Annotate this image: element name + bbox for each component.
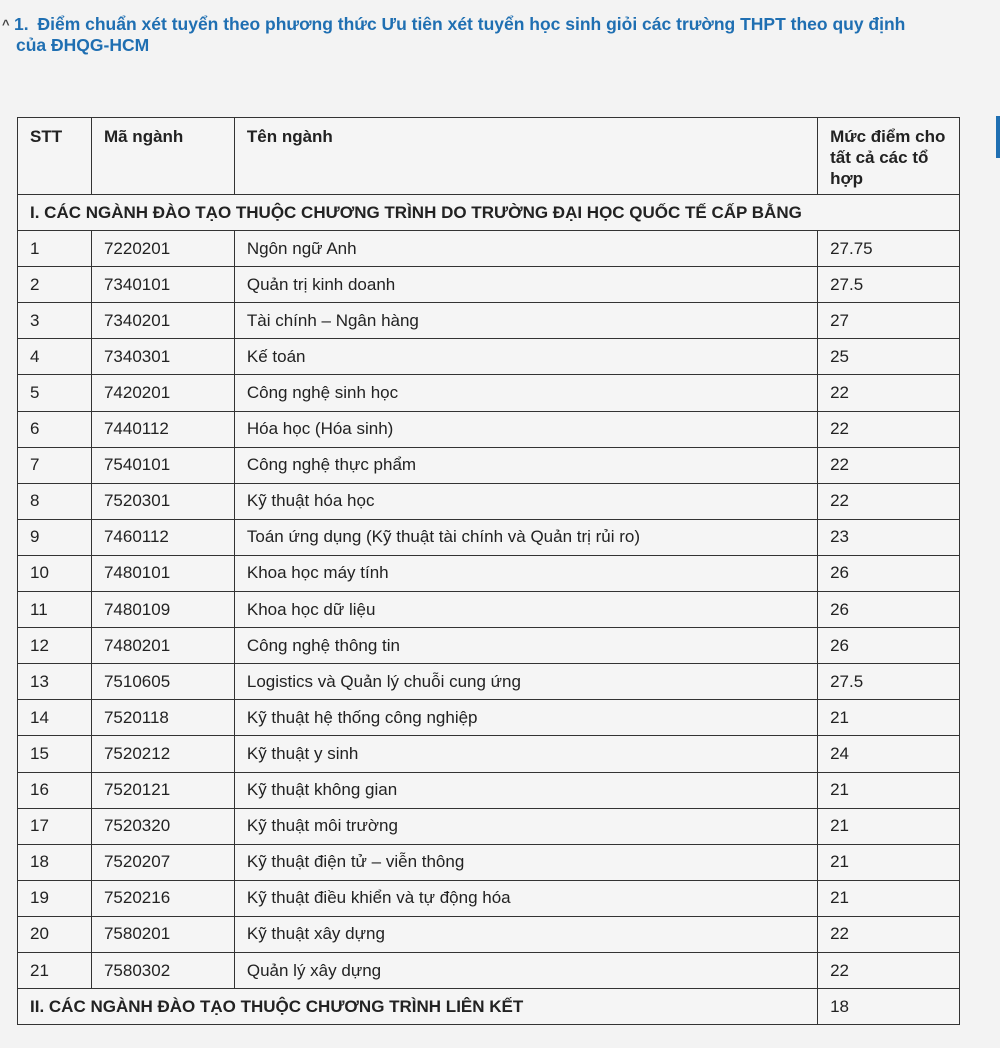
- cell-score: 22: [818, 952, 960, 988]
- cell-major-code: 7520301: [91, 483, 234, 519]
- table-row: [18, 628, 960, 664]
- cell-major-name: Tài chính – Ngân hàng: [234, 303, 817, 339]
- cell-major-name: Kỹ thuật hóa học: [234, 483, 817, 519]
- cell-stt: 21: [18, 952, 92, 988]
- sidebar-accent-bar: [996, 116, 1000, 158]
- cell-score: 22: [818, 483, 960, 519]
- cell-stt: 6: [18, 411, 92, 447]
- cell-major-name: Quản lý xây dựng: [234, 952, 817, 988]
- cell-stt: 10: [18, 555, 92, 591]
- cell-major-code: 7480101: [91, 555, 234, 591]
- cell-major-code: 7340201: [91, 303, 234, 339]
- cell-score: 22: [818, 375, 960, 411]
- table-row: [18, 772, 960, 808]
- cell-stt: 19: [18, 880, 92, 916]
- sidebar-edge: [993, 0, 1000, 1048]
- cell-major-code: 7520320: [91, 808, 234, 844]
- heading-line-1: [0, 14, 960, 35]
- cell-major-name: Khoa học dữ liệu: [234, 592, 817, 628]
- cell-major-code: 7480201: [91, 628, 234, 664]
- section-title-1: I. CÁC NGÀNH ĐÀO TẠO THUỘC CHƯƠNG TRÌNH DO TRƯỜNG ĐẠI HỌC QUỐC TẾ CẤP BẰNG: [18, 195, 960, 231]
- cell-major-name: Kế toán: [234, 339, 817, 375]
- cell-major-name: Logistics và Quản lý chuỗi cung ứng: [234, 664, 817, 700]
- table-row: [18, 267, 960, 303]
- cell-major-code: 7480109: [91, 592, 234, 628]
- table-row: [18, 952, 960, 988]
- cell-score: 27: [818, 303, 960, 339]
- table-row: [18, 916, 960, 952]
- cell-major-code: 7440112: [91, 411, 234, 447]
- cell-major-name: Khoa học máy tính: [234, 555, 817, 591]
- cell-stt: 16: [18, 772, 92, 808]
- cell-score: 26: [818, 555, 960, 591]
- table-header-row: [18, 118, 960, 195]
- cell-major-code: 7540101: [91, 447, 234, 483]
- cell-major-name: Kỹ thuật không gian: [234, 772, 817, 808]
- cell-stt: 20: [18, 916, 92, 952]
- cell-stt: 14: [18, 700, 92, 736]
- cell-major-code: 7220201: [91, 231, 234, 267]
- table-row: [18, 483, 960, 519]
- cell-major-name: Kỹ thuật y sinh: [234, 736, 817, 772]
- cell-stt: 3: [18, 303, 92, 339]
- cell-score: 24: [818, 736, 960, 772]
- cell-major-name: Kỹ thuật điều khiển và tự động hóa: [234, 880, 817, 916]
- header-stt: STT: [18, 118, 92, 195]
- cell-score: 22: [818, 916, 960, 952]
- table-row: [18, 519, 960, 555]
- section-title-2: II. CÁC NGÀNH ĐÀO TẠO THUỘC CHƯƠNG TRÌNH LIÊN KẾT: [18, 989, 818, 1025]
- table-row: [18, 592, 960, 628]
- cell-score: 23: [818, 519, 960, 555]
- cell-score: 21: [818, 700, 960, 736]
- heading-number: 1.: [14, 14, 29, 34]
- table-row: [18, 880, 960, 916]
- cell-stt: 9: [18, 519, 92, 555]
- table-row: [18, 411, 960, 447]
- chevron-up-icon[interactable]: ^: [2, 17, 10, 32]
- cell-score: 21: [818, 772, 960, 808]
- cell-major-code: 7420201: [91, 375, 234, 411]
- table-row: [18, 231, 960, 267]
- cell-major-name: Kỹ thuật môi trường: [234, 808, 817, 844]
- heading-text: Điểm chuẩn xét tuyển theo phương thức Ưu tiên xét tuyển học sinh giỏi các trường THPT theo quy định: [37, 14, 906, 34]
- cell-stt: 13: [18, 664, 92, 700]
- table-row: [18, 664, 960, 700]
- cell-major-name: Kỹ thuật hệ thống công nghiệp: [234, 700, 817, 736]
- cell-major-name: Công nghệ sinh học: [234, 375, 817, 411]
- cell-stt: 18: [18, 844, 92, 880]
- cell-major-name: Công nghệ thực phẩm: [234, 447, 817, 483]
- cell-major-name: Kỹ thuật điện tử – viễn thông: [234, 844, 817, 880]
- cell-score: 21: [818, 808, 960, 844]
- cell-stt: 5: [18, 375, 92, 411]
- cell-major-name: Hóa học (Hóa sinh): [234, 411, 817, 447]
- cell-stt: 11: [18, 592, 92, 628]
- cell-stt: 7: [18, 447, 92, 483]
- cell-score: 22: [818, 447, 960, 483]
- cell-major-code: 7460112: [91, 519, 234, 555]
- cell-score: 25: [818, 339, 960, 375]
- cell-stt: 17: [18, 808, 92, 844]
- table-row: [18, 375, 960, 411]
- cell-major-code: 7520121: [91, 772, 234, 808]
- header-major-name: Tên ngành: [234, 118, 817, 195]
- admission-score-table: [17, 117, 960, 1025]
- cell-score: 27.75: [818, 231, 960, 267]
- cell-score: 27.5: [818, 664, 960, 700]
- cell-major-code: 7340101: [91, 267, 234, 303]
- cell-stt: 2: [18, 267, 92, 303]
- cell-major-name: Kỹ thuật xây dựng: [234, 916, 817, 952]
- cell-major-name: Ngôn ngữ Anh: [234, 231, 817, 267]
- cell-stt: 12: [18, 628, 92, 664]
- header-major-code: Mã ngành: [91, 118, 234, 195]
- cell-major-code: 7520118: [91, 700, 234, 736]
- cell-stt: 8: [18, 483, 92, 519]
- cell-major-code: 7580302: [91, 952, 234, 988]
- table-row: [18, 447, 960, 483]
- table-row: [18, 303, 960, 339]
- section-heading: [0, 14, 960, 56]
- cell-major-name: Công nghệ thông tin: [234, 628, 817, 664]
- cell-major-code: 7520207: [91, 844, 234, 880]
- table-row: [18, 808, 960, 844]
- section-row-1: [18, 195, 960, 231]
- cell-score: 21: [818, 844, 960, 880]
- section-2-score: 18: [818, 989, 960, 1025]
- cell-major-code: 7520216: [91, 880, 234, 916]
- cell-score: 22: [818, 411, 960, 447]
- table-row: [18, 700, 960, 736]
- header-score: Mức điểm cho tất cả các tổ hợp: [818, 118, 960, 195]
- table-row: [18, 736, 960, 772]
- table-row: [18, 555, 960, 591]
- cell-major-code: 7580201: [91, 916, 234, 952]
- cell-score: 21: [818, 880, 960, 916]
- table-row: [18, 844, 960, 880]
- cell-major-name: Toán ứng dụng (Kỹ thuật tài chính và Quản trị rủi ro): [234, 519, 817, 555]
- cell-stt: 1: [18, 231, 92, 267]
- cell-major-code: 7520212: [91, 736, 234, 772]
- section-row-2: [18, 989, 960, 1025]
- cell-score: 27.5: [818, 267, 960, 303]
- cell-major-name: Quản trị kinh doanh: [234, 267, 817, 303]
- heading-line-2: của ĐHQG-HCM: [16, 35, 150, 55]
- cell-stt: 4: [18, 339, 92, 375]
- cell-major-code: 7510605: [91, 664, 234, 700]
- cell-major-code: 7340301: [91, 339, 234, 375]
- cell-score: 26: [818, 628, 960, 664]
- table-row: [18, 339, 960, 375]
- cell-stt: 15: [18, 736, 92, 772]
- cell-score: 26: [818, 592, 960, 628]
